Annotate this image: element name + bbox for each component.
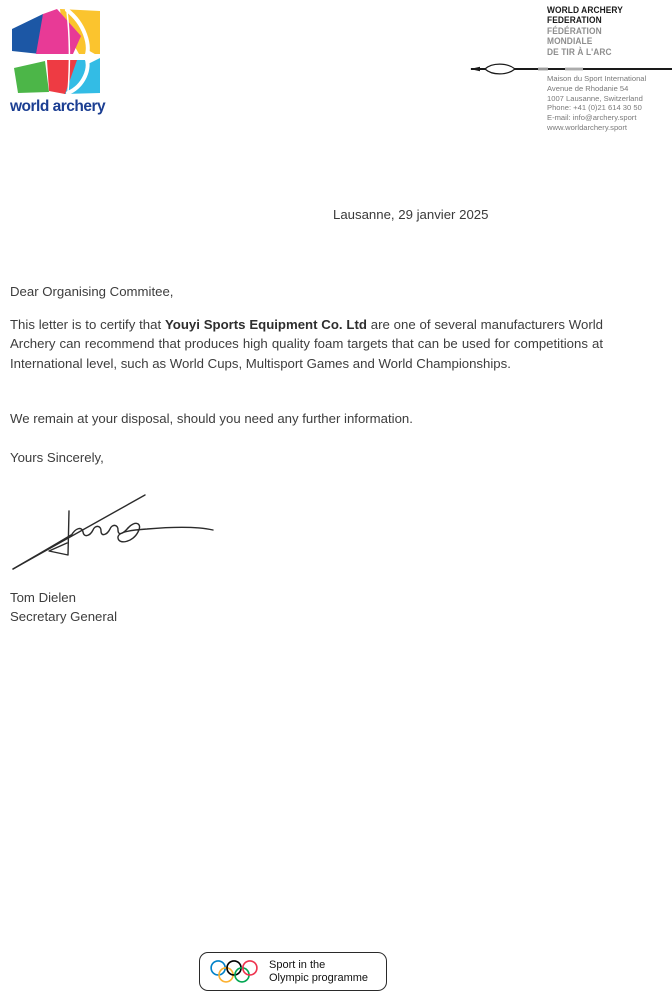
address-line: E-mail: info@archery.sport: [547, 113, 637, 123]
logo-green-segment: [14, 61, 49, 93]
body-paragraph: [10, 315, 603, 373]
olympic-rings-icon: [209, 959, 260, 984]
salutation: Dear Organising Commitee,: [10, 284, 174, 299]
olympic-programme-label-line1: Sport in the: [269, 958, 326, 971]
arrow-fletching: [485, 64, 515, 74]
address-line: 1007 Lausanne, Switzerland: [547, 93, 643, 103]
logo-wordmark: world archery: [10, 98, 106, 115]
dateline: Lausanne, 29 janvier 2025: [333, 207, 489, 222]
olympic-programme-label-line2: Olympic programme: [269, 971, 369, 984]
address-line: Avenue de Rhodanie 54: [547, 83, 629, 93]
arrow-nock: [470, 67, 480, 72]
address-line: Maison du Sport International: [547, 74, 647, 83]
second-paragraph: We remain at your disposal, should you need any further information.: [10, 411, 413, 426]
address-line: Phone: +41 (0)21 614 30 50: [547, 103, 642, 113]
body-text-suffix: are one of several manufacturers World Archery can recommend that produces high quality foam targets that can be used for competitions at International level, such as World Cups, Multisport Games and World Championships.: [10, 317, 604, 371]
org-name-block: [547, 5, 623, 57]
signer-title: Secretary General: [10, 609, 118, 624]
signature-scrawl: [5, 486, 220, 581]
body-text-prefix: This letter is to certify that: [10, 317, 165, 332]
closing-line: Yours Sincerely,: [10, 450, 104, 465]
org-name-line: WORLD ARCHERY: [547, 5, 623, 15]
olympic-programme-label: [269, 959, 368, 985]
company-name: Youyi Sports Equipment Co. Ltd: [164, 317, 367, 332]
org-name-line: FEDERATION: [547, 15, 602, 26]
world-archery-logo: [10, 8, 110, 116]
address-block: [547, 74, 646, 133]
arrow-shaft-mark: [538, 68, 548, 71]
address-line: www.worldarchery.sport: [547, 122, 628, 132]
signer-name: Tom Dielen: [10, 590, 76, 605]
world-archery-logo-icon: [10, 8, 102, 94]
olympic-programme-badge: [199, 952, 387, 991]
org-name-fr-line: DE TIR À L'ARC: [547, 46, 612, 57]
arrow-shaft-mark: [565, 68, 583, 71]
org-name-fr-line: MONDIALE: [547, 36, 593, 47]
org-name-fr-line: FÉDÉRATION: [547, 25, 602, 36]
